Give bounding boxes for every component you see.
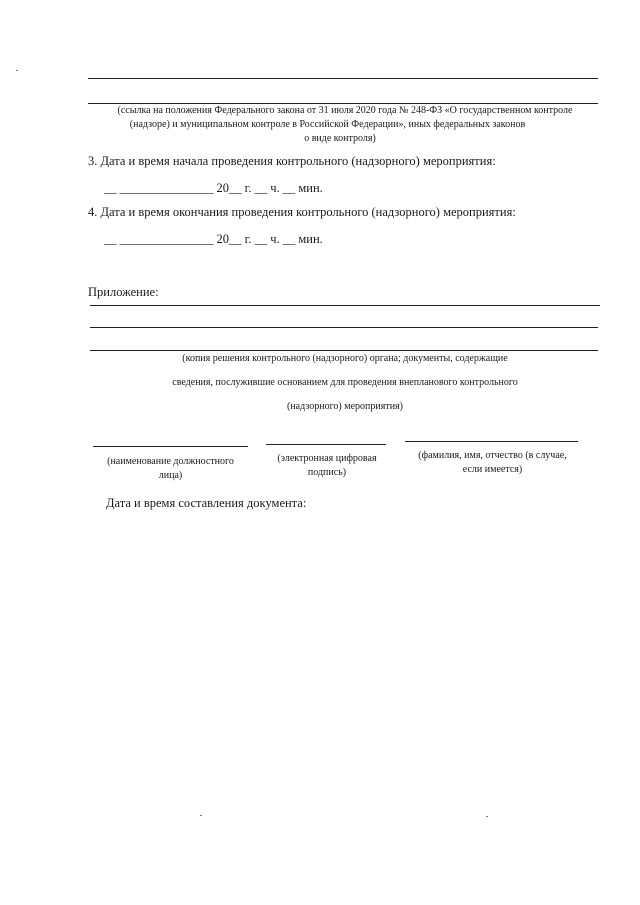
- attachment-note-line-3: (надзорного) мероприятия): [287, 401, 403, 412]
- item3-datetime: __ _______________ 20__ г. __ ч. __ мин.: [104, 181, 323, 195]
- scan-speck: [200, 815, 202, 816]
- item3-label: 3. Дата и время начала проведения контрольного (надзорного) мероприятия:: [88, 154, 496, 168]
- scan-speck: [486, 816, 488, 817]
- attachment-label: Приложение:: [88, 285, 159, 299]
- header-footnote-line-3: о виде контроля): [304, 133, 376, 144]
- position-line: [93, 446, 248, 447]
- item4-datetime: __ _______________ 20__ г. __ ч. __ мин.: [104, 232, 323, 246]
- header-footnote-line-2: (надзоре) и муниципальном контроле в Российской Федерации», иных федеральных законов: [129, 119, 526, 130]
- scan-speck: [16, 70, 18, 71]
- document-date-label: Дата и время составления документа:: [106, 496, 307, 510]
- item4-label: 4. Дата и время окончания проведения контрольного (надзорного) мероприятия:: [88, 205, 516, 219]
- attachment-line-3: [90, 350, 598, 351]
- signature-line: [266, 444, 386, 445]
- attachment-line-2: [90, 327, 598, 328]
- header-blank-line-2: [88, 103, 598, 104]
- attachment-note-line-1: (копия решения контрольного (надзорного) органа; документы, содержащие: [182, 353, 508, 364]
- name-caption-line-2: если имеется): [462, 464, 523, 475]
- name-caption-line-1: (фамилия, имя, отчество (в случае,: [418, 450, 567, 461]
- signature-caption-line-2: подпись): [307, 467, 347, 478]
- position-caption-line-1: (наименование должностного: [107, 456, 234, 467]
- attachment-note-line-2: сведения, послужившие основанием для проведения внепланового контрольного: [172, 377, 518, 388]
- attachment-line-1: [90, 305, 600, 306]
- header-blank-line-1: [88, 78, 598, 79]
- signature-caption-line-1: (электронная цифровая: [277, 453, 377, 464]
- header-footnote-line-1: (ссылка на положения Федерального закона от 31 июля 2020 года № 248-ФЗ «О государственном контроле: [117, 105, 573, 116]
- name-line: [405, 441, 578, 442]
- position-caption-line-2: лица): [158, 470, 183, 481]
